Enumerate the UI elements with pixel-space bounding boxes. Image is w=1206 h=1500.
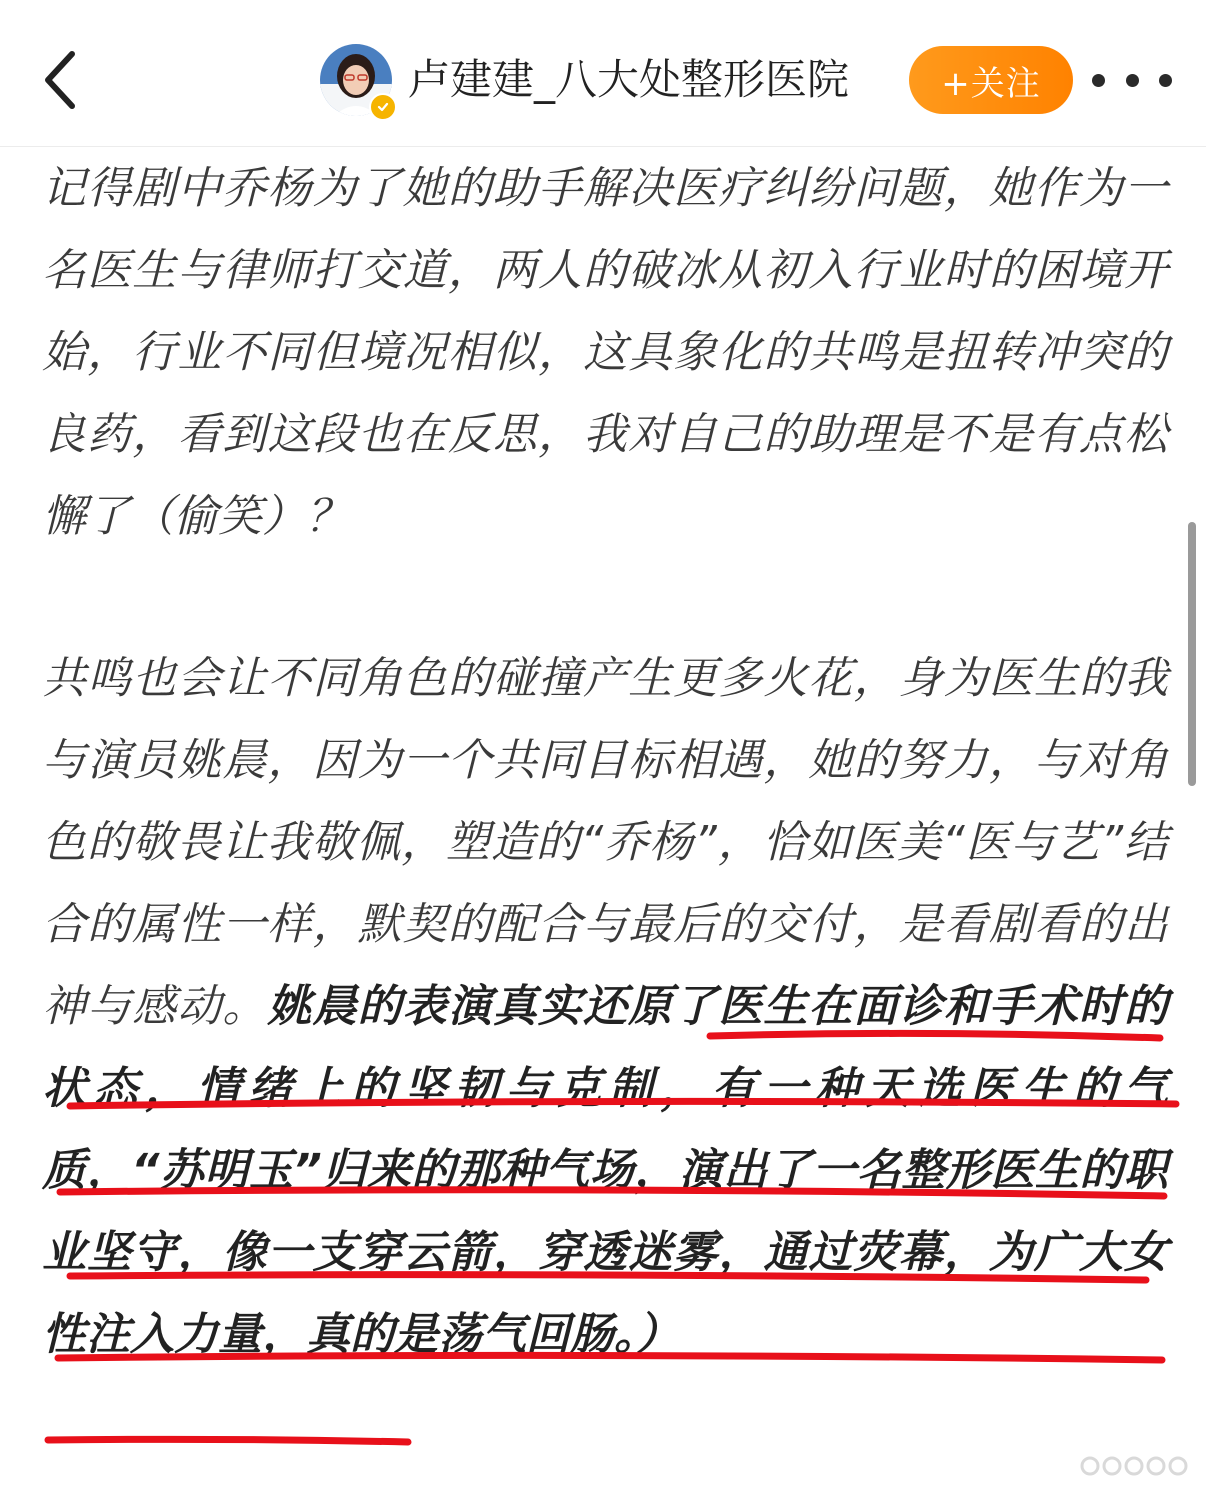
watermark-logo [1076, 1446, 1200, 1486]
more-dot [1126, 74, 1139, 87]
underline-stroke [48, 1439, 408, 1442]
more-dots-icon [1092, 74, 1105, 87]
account-name[interactable]: 卢建建_八大处整形医院 [408, 55, 850, 104]
back-button[interactable] [30, 44, 90, 116]
verified-badge-icon [369, 93, 397, 121]
paragraph-2 [42, 638, 1168, 1376]
highlighted-text: 姚晨的表演真实还原了医生在面诊和手术时的状态，情绪上的坚韧与克制，有一种天选医生的气质，“苏明玉”归来的那种气场，演出了一名整形医生的职业坚守，像一支穿云箭，穿透迷雾，通过荧幕，为广大女性注入力量，真的是荡气回肠。） [42, 981, 1169, 1360]
paragraph-1 [42, 148, 1168, 558]
more-dot [1159, 74, 1172, 87]
top-bar [0, 0, 1206, 147]
chevron-left-icon [42, 50, 78, 110]
follow-button[interactable]: +关注 [909, 46, 1073, 114]
scrollbar-thumb[interactable] [1188, 522, 1196, 786]
more-button[interactable] [1092, 60, 1172, 100]
paragraph-text: 共鸣也会让不同角色的碰撞产生更多火花，身为医生的我与演员姚晨，因为一个共同目标相遇，她的努力，与对角色的敬畏让我敬佩，塑造的“乔杨”，恰如医美“医与艺”结合的属性一样，默契的配合与最后的交付，是看剧看的出神与感动。 [42, 653, 1168, 1032]
article-body [42, 148, 1168, 1376]
paragraph-text: 记得剧中乔杨为了她的助手解决医疗纠纷问题，她作为一名医生与律师打交道，两人的破冰从初入行业时的困境开始，行业不同但境况相似，这具象化的共鸣是扭转冲突的良药，看到这段也在反思，我对自己的助理是不是有点松懈了（偷笑）？ [42, 163, 1168, 542]
